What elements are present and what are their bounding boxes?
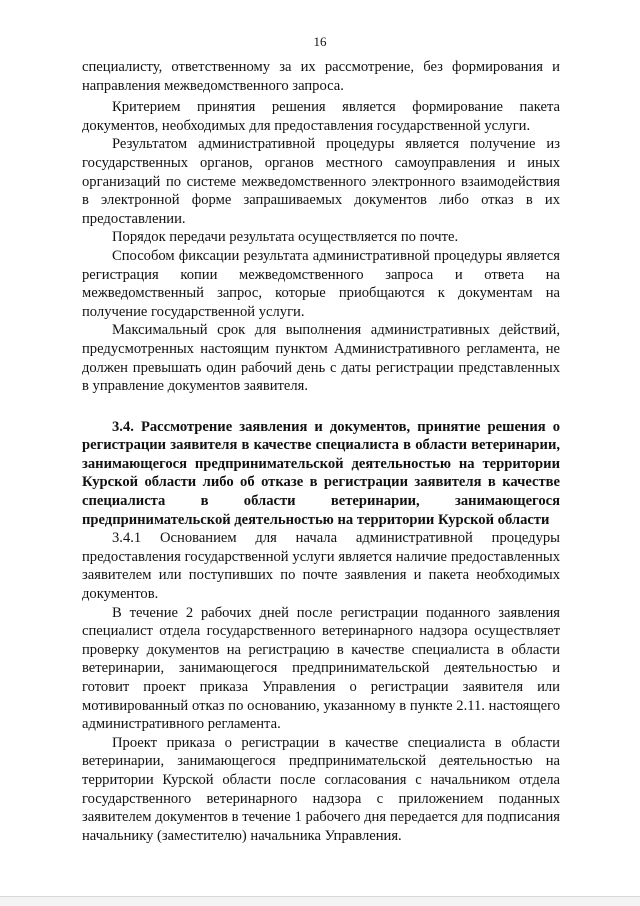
paragraph-max-term: Максимальный срок для выполнения административных действий, предусмотренных настоящим пунктом Административного регламента, не должен превышать один рабочий день с даты регистрации представленных в управление документов заявителя. [82,322,560,395]
paragraph-result: Результатом административной процедуры является получение из государственных органов, органов местного самоуправления и иных организаций по системе межведомственного электронного взаимодействия в электронной форме запрашиваемых документов либо отказ в их предоставлении. [82,136,560,227]
paragraph-order-draft: Проект приказа о регистрации в качестве специалиста в области ветеринарии, занимающегося предпринимательской деятельностью на территории Курской области после согласования с начальником отдела государственного ветеринарного надзора с приложением поданных заявителем документов в течение 1 рабочего дня передается для подписания начальнику (заместителю) начальника Управления. [82,734,560,844]
paragraph-continuation: специалисту, ответственному за их рассмотрение, без формирования и направления межведомственного запроса. [82,59,560,94]
paragraph-check-documents: В течение 2 рабочих дней после регистрации поданного заявления специалист отдела государственного ветеринарного надзора осуществляет проверку документов на регистрацию в качестве специалиста в области ветеринарии, занимающегося предпринимательской деятельностью и готовит проект приказа Управления о регистрации заявителя или мотивированный отказ по основанию, указанному в пункте 2.11. настоящего административного регламента. [82,604,560,733]
paragraph-criterion: Критерием принятия решения является формирование пакета документов, необходимых для предоставления государственной услуги. [82,99,560,134]
document-body [82,58,560,845]
paragraph-transfer-order: Порядок передачи результата осуществляется по почте. [112,229,459,246]
paragraph-fixation-method: Способом фиксации результата административной процедуры является регистрация копии межведомственного запроса и ответа на межведомственный запрос, которые приобщаются к документам на получение государственной услуги. [82,247,560,320]
page-number: 16 [313,34,327,49]
section-heading: 3.4. Рассмотрение заявления и документов, принятие решения о регистрации заявителя в качестве специалиста в области ветеринарии, занимающегося предпринимательской деятельностью на территории Курской области либо об отказе в регистрации заявителя в качестве специалиста в области ветеринарии, занимающегося предпринимательской деятельностью на территории Курской области [82,418,560,528]
paragraph-basis: 3.4.1 Основанием для начала административной процедуры предоставления государственной услуги является наличие предоставленных заявителем или поступивших по почте заявления и пакета необходимых документов. [82,530,560,603]
